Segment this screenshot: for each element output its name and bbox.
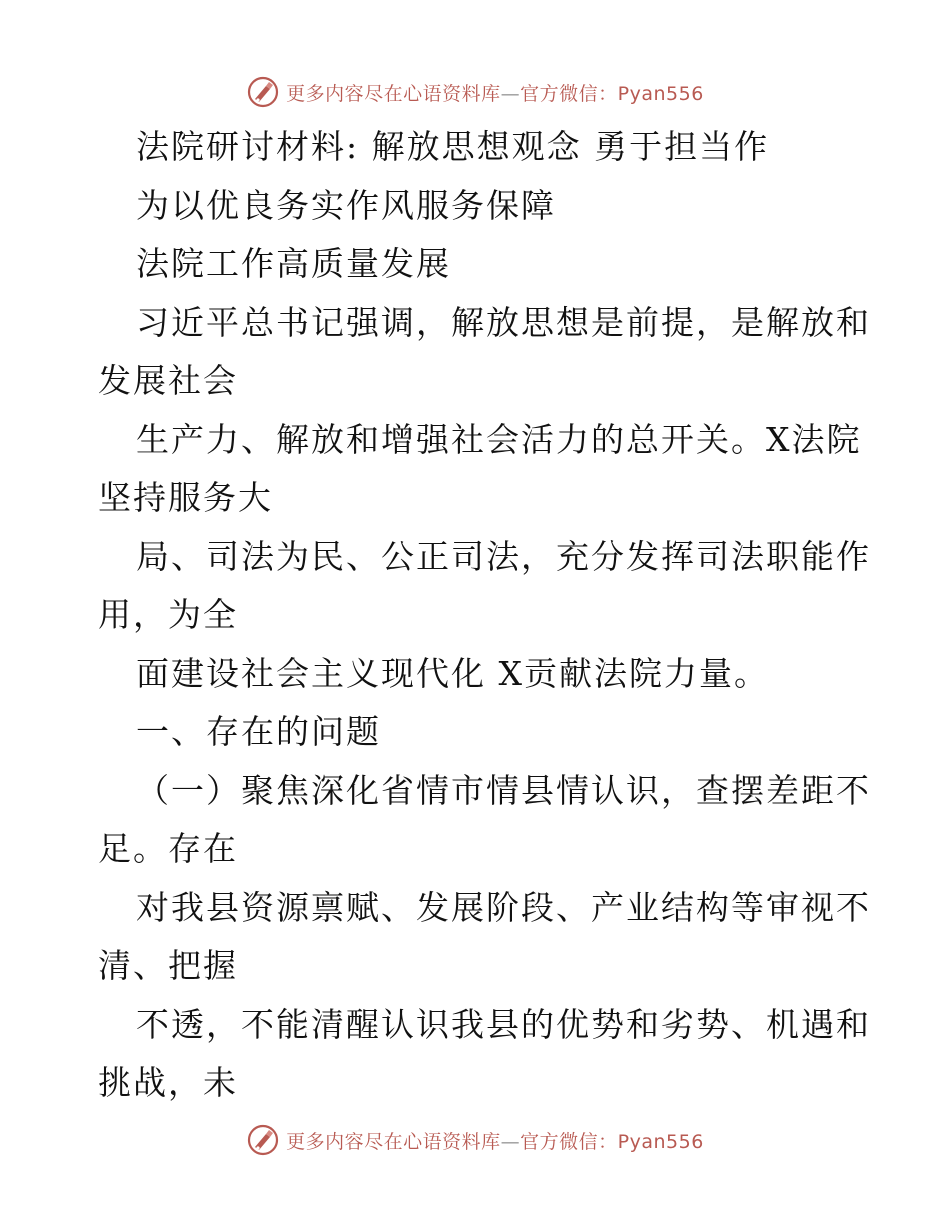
- document-body: [98, 118, 871, 1113]
- document-line: 足。存在: [98, 829, 238, 868]
- footer-banner-text: [286, 1127, 704, 1154]
- footer-banner-dash: —: [500, 1130, 521, 1153]
- header-banner-text: [286, 79, 704, 106]
- document-line: 一、存在的问题: [136, 712, 381, 751]
- document-line: 面建设社会主义现代化 X贡献法院力量。: [136, 653, 769, 693]
- document-line: （一）聚焦深化省情市情县情认识，查摆差距不: [136, 770, 871, 810]
- header-banner-dash: —: [500, 82, 521, 105]
- document-line: 发展社会: [98, 361, 238, 400]
- document-line: 挑战，未: [98, 1063, 238, 1102]
- header-banner-main: 更多内容尽在心语资料库: [286, 82, 501, 105]
- footer-banner-main: 更多内容尽在心语资料库: [286, 1130, 501, 1153]
- document-line: 为以优良务实作风服务保障: [136, 185, 556, 225]
- header-banner-wechat: 官方微信：Pyan556: [520, 82, 704, 105]
- document-line: 用，为全: [98, 595, 238, 634]
- document-line: 生产力、解放和增强社会活力的总开关。X法院: [136, 419, 862, 459]
- document-line: 习近平总书记强调，解放思想是前提，是解放和: [136, 302, 871, 342]
- footer-banner: [0, 1120, 950, 1160]
- pen-nib-logo-icon: [246, 75, 280, 109]
- footer-banner-wechat: 官方微信：Pyan556: [520, 1130, 704, 1153]
- document-line: 坚持服务大: [98, 478, 273, 517]
- document-line: 对我县资源禀赋、发展阶段、产业结构等审视不: [136, 887, 871, 927]
- document-line: 不透，不能清醒认识我县的优势和劣势、机遇和: [136, 1004, 871, 1044]
- document-line: 法院研讨材料: 解放思想观念 勇于担当作: [136, 127, 770, 166]
- header-banner: [0, 72, 950, 112]
- document-line: 清、把握: [98, 946, 238, 985]
- document-line: 法院工作高质量发展: [136, 244, 451, 283]
- pen-nib-logo-icon: [246, 1123, 280, 1157]
- document-line: 局、司法为民、公正司法，充分发挥司法职能作: [136, 536, 871, 576]
